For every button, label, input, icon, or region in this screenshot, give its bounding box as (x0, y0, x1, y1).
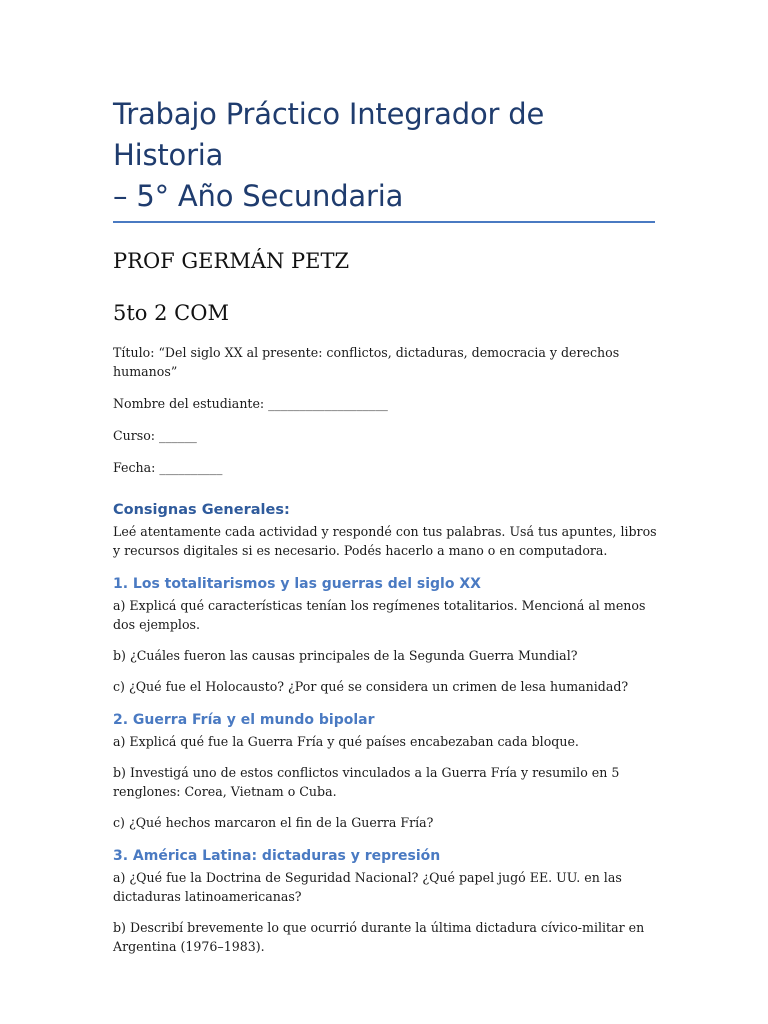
section-2-item-c: c) ¿Qué hechos marcaron el fin de la Guerra Fría? (113, 815, 434, 830)
course-line: Curso: ______ (113, 428, 197, 443)
title-line-1: Trabajo Práctico Integrador de Historia (113, 97, 545, 172)
section-1-heading: 1. Los totalitarismos y las guerras del siglo XX (113, 576, 481, 592)
date-line: Fecha: __________ (113, 460, 223, 475)
section-1-item-c: c) ¿Qué fue el Holocausto? ¿Por qué se considera un crimen de lesa humanidad? (113, 679, 629, 694)
section-3-heading: 3. América Latina: dictaduras y represión (113, 848, 441, 864)
section-3-item-a: a) ¿Qué fue la Doctrina de Seguridad Nacional? ¿Qué papel jugó EE. UU. en las dictaduras latinoamericanas? (113, 870, 622, 904)
student-name-line: Nombre del estudiante: ___________________ (113, 396, 388, 411)
general-instructions-heading: Consignas Generales: (113, 502, 290, 518)
section-2-item-b: b) Investigá uno de estos conflictos vinculados a la Guerra Fría y resumilo en 5 renglones: Corea, Vietnam o Cuba. (113, 765, 620, 799)
title-underline (113, 221, 655, 223)
section-1-item-b: b) ¿Cuáles fueron las causas principales de la Segunda Guerra Mundial? (113, 648, 578, 663)
section-3-item-b: b) Describí brevemente lo que ocurrió durante la última dictadura cívico-militar en Argentina (1976–1983). (113, 920, 645, 954)
teacher-name: PROF GERMÁN PETZ (113, 249, 350, 273)
document-title (113, 94, 658, 217)
section-2-heading: 2. Guerra Fría y el mundo bipolar (113, 712, 375, 728)
section-1-item-a: a) Explicá qué características tenían los regímenes totalitarios. Mencioná al menos dos ejemplos. (113, 598, 646, 632)
general-instructions-text: Leé atentamente cada actividad y respondé con tus palabras. Usá tus apuntes, libros y recursos digitales si es necesario. Podés hacerlo a mano o en computadora. (113, 524, 657, 558)
section-2-item-a: a) Explicá qué fue la Guerra Fría y qué países encabezaban cada bloque. (113, 734, 579, 749)
title-line-2: – 5° Año Secundaria (113, 179, 404, 213)
course-group: 5to 2 COM (113, 301, 229, 325)
work-title: Título: “Del siglo XX al presente: conflictos, dictaduras, democracia y derechos humanos” (113, 345, 620, 379)
